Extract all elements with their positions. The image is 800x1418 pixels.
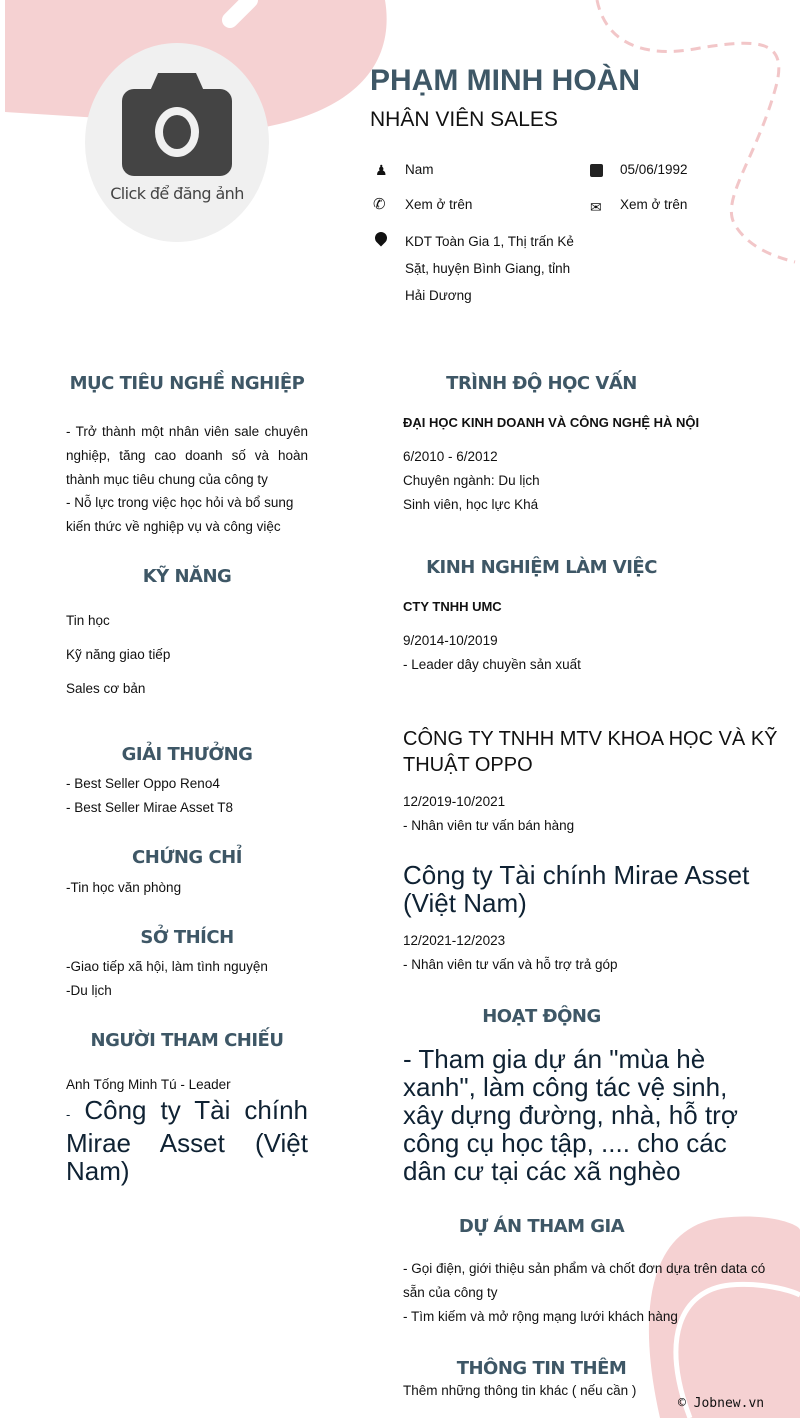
edu-grade: Sinh viên, học lực Khá	[403, 497, 539, 512]
hobbies-heading: SỞ THÍCH	[140, 927, 234, 948]
ref-company-text: Công ty Tài chính Mirae Asset (Việt Nam)	[66, 1095, 308, 1186]
objective-heading: MỤC TIÊU NGHỀ NGHIỆP	[69, 373, 305, 394]
copyright: © Jobnew.vn	[678, 1396, 765, 1411]
job-company: Công ty Tài chính Mirae Asset (Việt Nam)	[403, 860, 750, 918]
job-period: 9/2014-10/2019	[403, 633, 498, 648]
address: KDT Toàn Gia 1, Thị trấn Kẻ Sặt, huyện Bình Giang, tỉnh Hải Dương	[405, 234, 574, 303]
job-company: CTY TNHH UMC	[403, 599, 502, 614]
phone-icon: ✆	[373, 196, 386, 213]
job-desc: - Nhân viên tư vấn bán hàng	[403, 818, 575, 833]
ref-line: Anh Tống Minh Tú - Leader	[66, 1077, 231, 1092]
objective-line: - Nỗ lực trong việc học hỏi và bổ sung kiến thức về nghiệp vụ và công việc	[66, 495, 294, 534]
photo-label: Click để đăng ảnh	[110, 184, 244, 203]
camera-icon	[122, 73, 232, 176]
award-item: - Best Seller Mirae Asset T8	[66, 800, 234, 815]
job-desc: - Leader dây chuyền sản xuất	[403, 657, 581, 672]
job-period: 12/2021-12/2023	[403, 933, 506, 948]
job-title: NHÂN VIÊN SALES	[370, 108, 558, 131]
project-line: - Gọi điện, giới thiệu sản phẩm và chốt đơn dựa trên data có sẵn của công ty	[403, 1261, 766, 1300]
ref-dash: -	[66, 1107, 71, 1122]
extra-text: Thêm những thông tin khác ( nếu cần )	[403, 1383, 637, 1398]
skills-heading: KỸ NĂNG	[142, 566, 232, 587]
cert-item: -Tin học văn phòng	[66, 880, 182, 895]
email: Xem ở trên	[620, 197, 688, 212]
skill-item: Tin học	[66, 613, 110, 628]
certs-heading: CHỨNG CHỈ	[132, 847, 242, 868]
ref-company	[66, 1096, 308, 1185]
education-heading: TRÌNH ĐỘ HỌC VẤN	[446, 373, 637, 394]
refs-heading: NGƯỜI THAM CHIẾU	[90, 1030, 284, 1051]
project-line: - Tìm kiếm và mở rộng mạng lưới khách hàng	[403, 1309, 678, 1324]
award-item: - Best Seller Oppo Reno4	[66, 776, 220, 791]
job-company: CÔNG TY TNHH MTV KHOA HỌC VÀ KỸ THUẬT OPPO	[403, 728, 778, 776]
calendar-icon	[590, 164, 603, 177]
dob: 05/06/1992	[620, 162, 688, 177]
extra-heading: THÔNG TIN THÊM	[456, 1358, 627, 1379]
email-icon: ✉	[590, 199, 602, 215]
gender: Nam	[405, 162, 434, 177]
job-desc: - Nhân viên tư vấn và hỗ trợ trả góp	[403, 957, 618, 972]
activities-heading: HOẠT ĐỘNG	[482, 1006, 601, 1027]
objective-line: - Trở thành một nhân viên sale chuyên nghiệp, tăng cao doanh số và hoàn thành mục tiêu chung của công ty	[66, 424, 308, 487]
skill-item: Sales cơ bản	[66, 681, 146, 696]
skill-item: Kỹ năng giao tiếp	[66, 647, 171, 662]
awards-heading: GIẢI THƯỞNG	[121, 744, 253, 765]
hobby-item: -Giao tiếp xã hội, làm tình nguyện	[66, 959, 268, 974]
activities-text: - Tham gia dự án "mùa hè xanh", làm công tác vệ sinh, xây dựng đường, nhà, hỗ trợ công cụ học tập, .... cho các dân cư tại các xã nghèo	[403, 1044, 738, 1186]
experience-heading: KINH NGHIỆM LÀM VIỆC	[426, 557, 657, 578]
candidate-name: PHẠM MINH HOÀN	[370, 64, 640, 97]
projects-heading: DỰ ÁN THAM GIA	[458, 1216, 625, 1237]
hobby-item: -Du lịch	[66, 983, 112, 998]
edu-major: Chuyên ngành: Du lịch	[403, 473, 540, 488]
phone: Xem ở trên	[405, 197, 473, 212]
person-icon: ♟	[375, 162, 388, 178]
job-period: 12/2019-10/2021	[403, 794, 506, 809]
school-name: ĐẠI HỌC KINH DOANH VÀ CÔNG NGHỆ HÀ NỘI	[403, 415, 700, 430]
edu-period: 6/2010 - 6/2012	[403, 449, 498, 464]
